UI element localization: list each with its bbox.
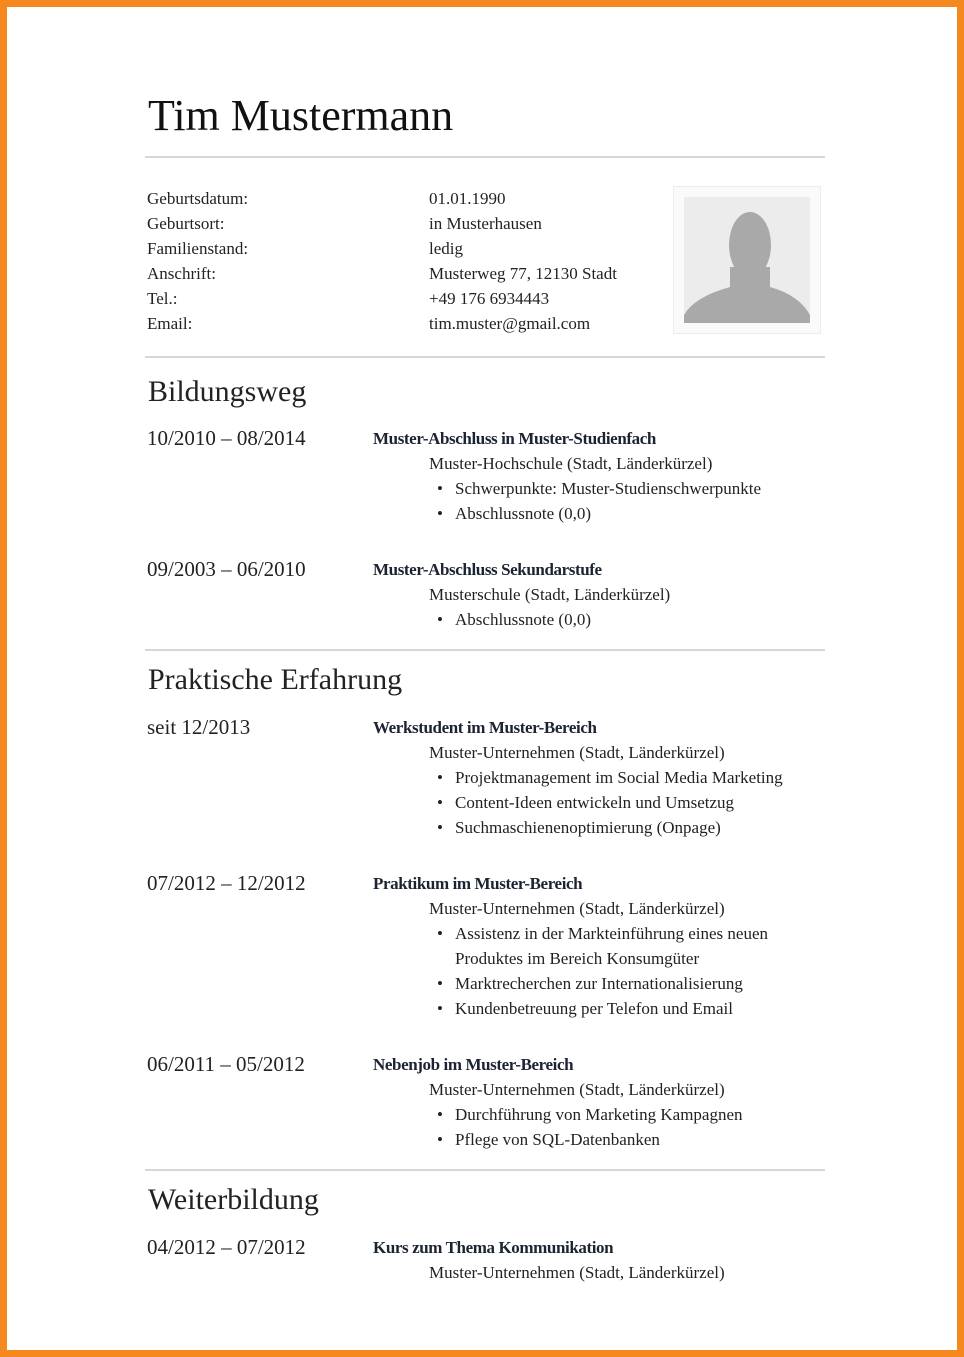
- entry-date: seit 12/2013: [147, 715, 251, 739]
- info-label: Geburtsdatum:: [147, 189, 249, 208]
- bullet-item: • Abschlussnote (0,0): [437, 501, 797, 526]
- cv-entry: [147, 1052, 827, 1152]
- entry-title: Praktikum im Muster-Bereich: [373, 874, 583, 893]
- info-label: Geburtsort:: [147, 214, 225, 233]
- section-heading: Praktische Erfahrung: [148, 663, 403, 696]
- info-value: Musterweg 77, 12130 Stadt: [429, 264, 617, 283]
- bullet-item: • Schwerpunkte: Muster-Studienschwerpunkte: [437, 476, 797, 501]
- entry-institution: Muster-Unternehmen (Stadt, Länderkürzel): [429, 1263, 725, 1282]
- entry-institution: Muster-Unternehmen (Stadt, Länderkürzel): [429, 1080, 725, 1099]
- profile-photo: [673, 186, 821, 334]
- entry-date: 06/2011 – 05/2012: [147, 1052, 305, 1076]
- entry-title: Nebenjob im Muster-Bereich: [373, 1055, 574, 1074]
- entry-institution: Musterschule (Stadt, Länderkürzel): [429, 585, 671, 604]
- entry-institution: Muster-Hochschule (Stadt, Länderkürzel): [429, 454, 713, 473]
- entry-bullets: [437, 607, 797, 632]
- info-row: [147, 211, 542, 236]
- info-value: 01.01.1990: [429, 189, 506, 208]
- entry-title: Muster-Abschluss Sekundarstufe: [373, 560, 602, 579]
- entry-bullets: [437, 921, 797, 1021]
- bullet-item: • Marktrecherchen zur Internationalisierung: [437, 971, 797, 996]
- info-label: Familienstand:: [147, 239, 249, 258]
- entry-institution: Muster-Unternehmen (Stadt, Länderkürzel): [429, 899, 725, 918]
- info-row: [147, 186, 506, 211]
- info-row: [147, 236, 463, 261]
- bullet-item: • Durchführung von Marketing Kampagnen: [437, 1102, 797, 1127]
- cv-name: Tim Mustermann: [148, 91, 454, 140]
- entry-title: Kurs zum Thema Kommunikation: [373, 1238, 614, 1257]
- entry-institution: Muster-Unternehmen (Stadt, Länderkürzel): [429, 743, 725, 762]
- entry-bullets: [437, 765, 797, 840]
- info-value: ledig: [429, 239, 463, 258]
- divider: [145, 356, 825, 358]
- entry-date: 10/2010 – 08/2014: [147, 426, 306, 450]
- entry-date: 07/2012 – 12/2012: [147, 871, 306, 895]
- bullet-item: • Assistenz in der Markteinführung eines neuen Produktes im Bereich Konsumgüter: [437, 921, 797, 971]
- info-row: [147, 261, 617, 286]
- divider: [145, 1169, 825, 1171]
- cv-entry: [147, 426, 827, 526]
- info-value: +49 176 6934443: [429, 289, 550, 308]
- section-heading: Weiterbildung: [148, 1183, 319, 1216]
- bullet-item: • Content-Ideen entwickeln und Umsetzug: [437, 790, 797, 815]
- cv-entry: [147, 871, 827, 1021]
- section-heading: Bildungsweg: [148, 375, 307, 408]
- info-label: Email:: [147, 314, 193, 333]
- cv-entry: [147, 557, 827, 632]
- avatar-placeholder-icon: [684, 197, 810, 323]
- cv-entry: [147, 715, 827, 840]
- entry-date: 04/2012 – 07/2012: [147, 1235, 306, 1259]
- entry-title: Muster-Abschluss in Muster-Studienfach: [373, 429, 656, 448]
- bullet-item: • Suchmaschienenoptimierung (Onpage): [437, 815, 797, 840]
- info-value: tim.muster@gmail.com: [429, 314, 591, 333]
- divider: [145, 649, 825, 651]
- info-row: [147, 311, 591, 336]
- info-label: Anschrift:: [147, 264, 216, 283]
- bullet-item: • Kundenbetreuung per Telefon und Email: [437, 996, 797, 1021]
- entry-date: 09/2003 – 06/2010: [147, 557, 306, 581]
- bullet-item: • Projektmanagement im Social Media Marketing: [437, 765, 797, 790]
- entry-bullets: [437, 476, 797, 526]
- bullet-item: • Pflege von SQL-Datenbanken: [437, 1127, 797, 1152]
- entry-title: Werkstudent im Muster-Bereich: [373, 718, 597, 737]
- entry-bullets: [437, 1102, 797, 1152]
- bullet-item: • Abschlussnote (0,0): [437, 607, 797, 632]
- cv-entry: [147, 1235, 827, 1285]
- info-label: Tel.:: [147, 289, 178, 308]
- divider: [145, 156, 825, 158]
- info-value: in Musterhausen: [429, 214, 542, 233]
- info-row: [147, 286, 550, 311]
